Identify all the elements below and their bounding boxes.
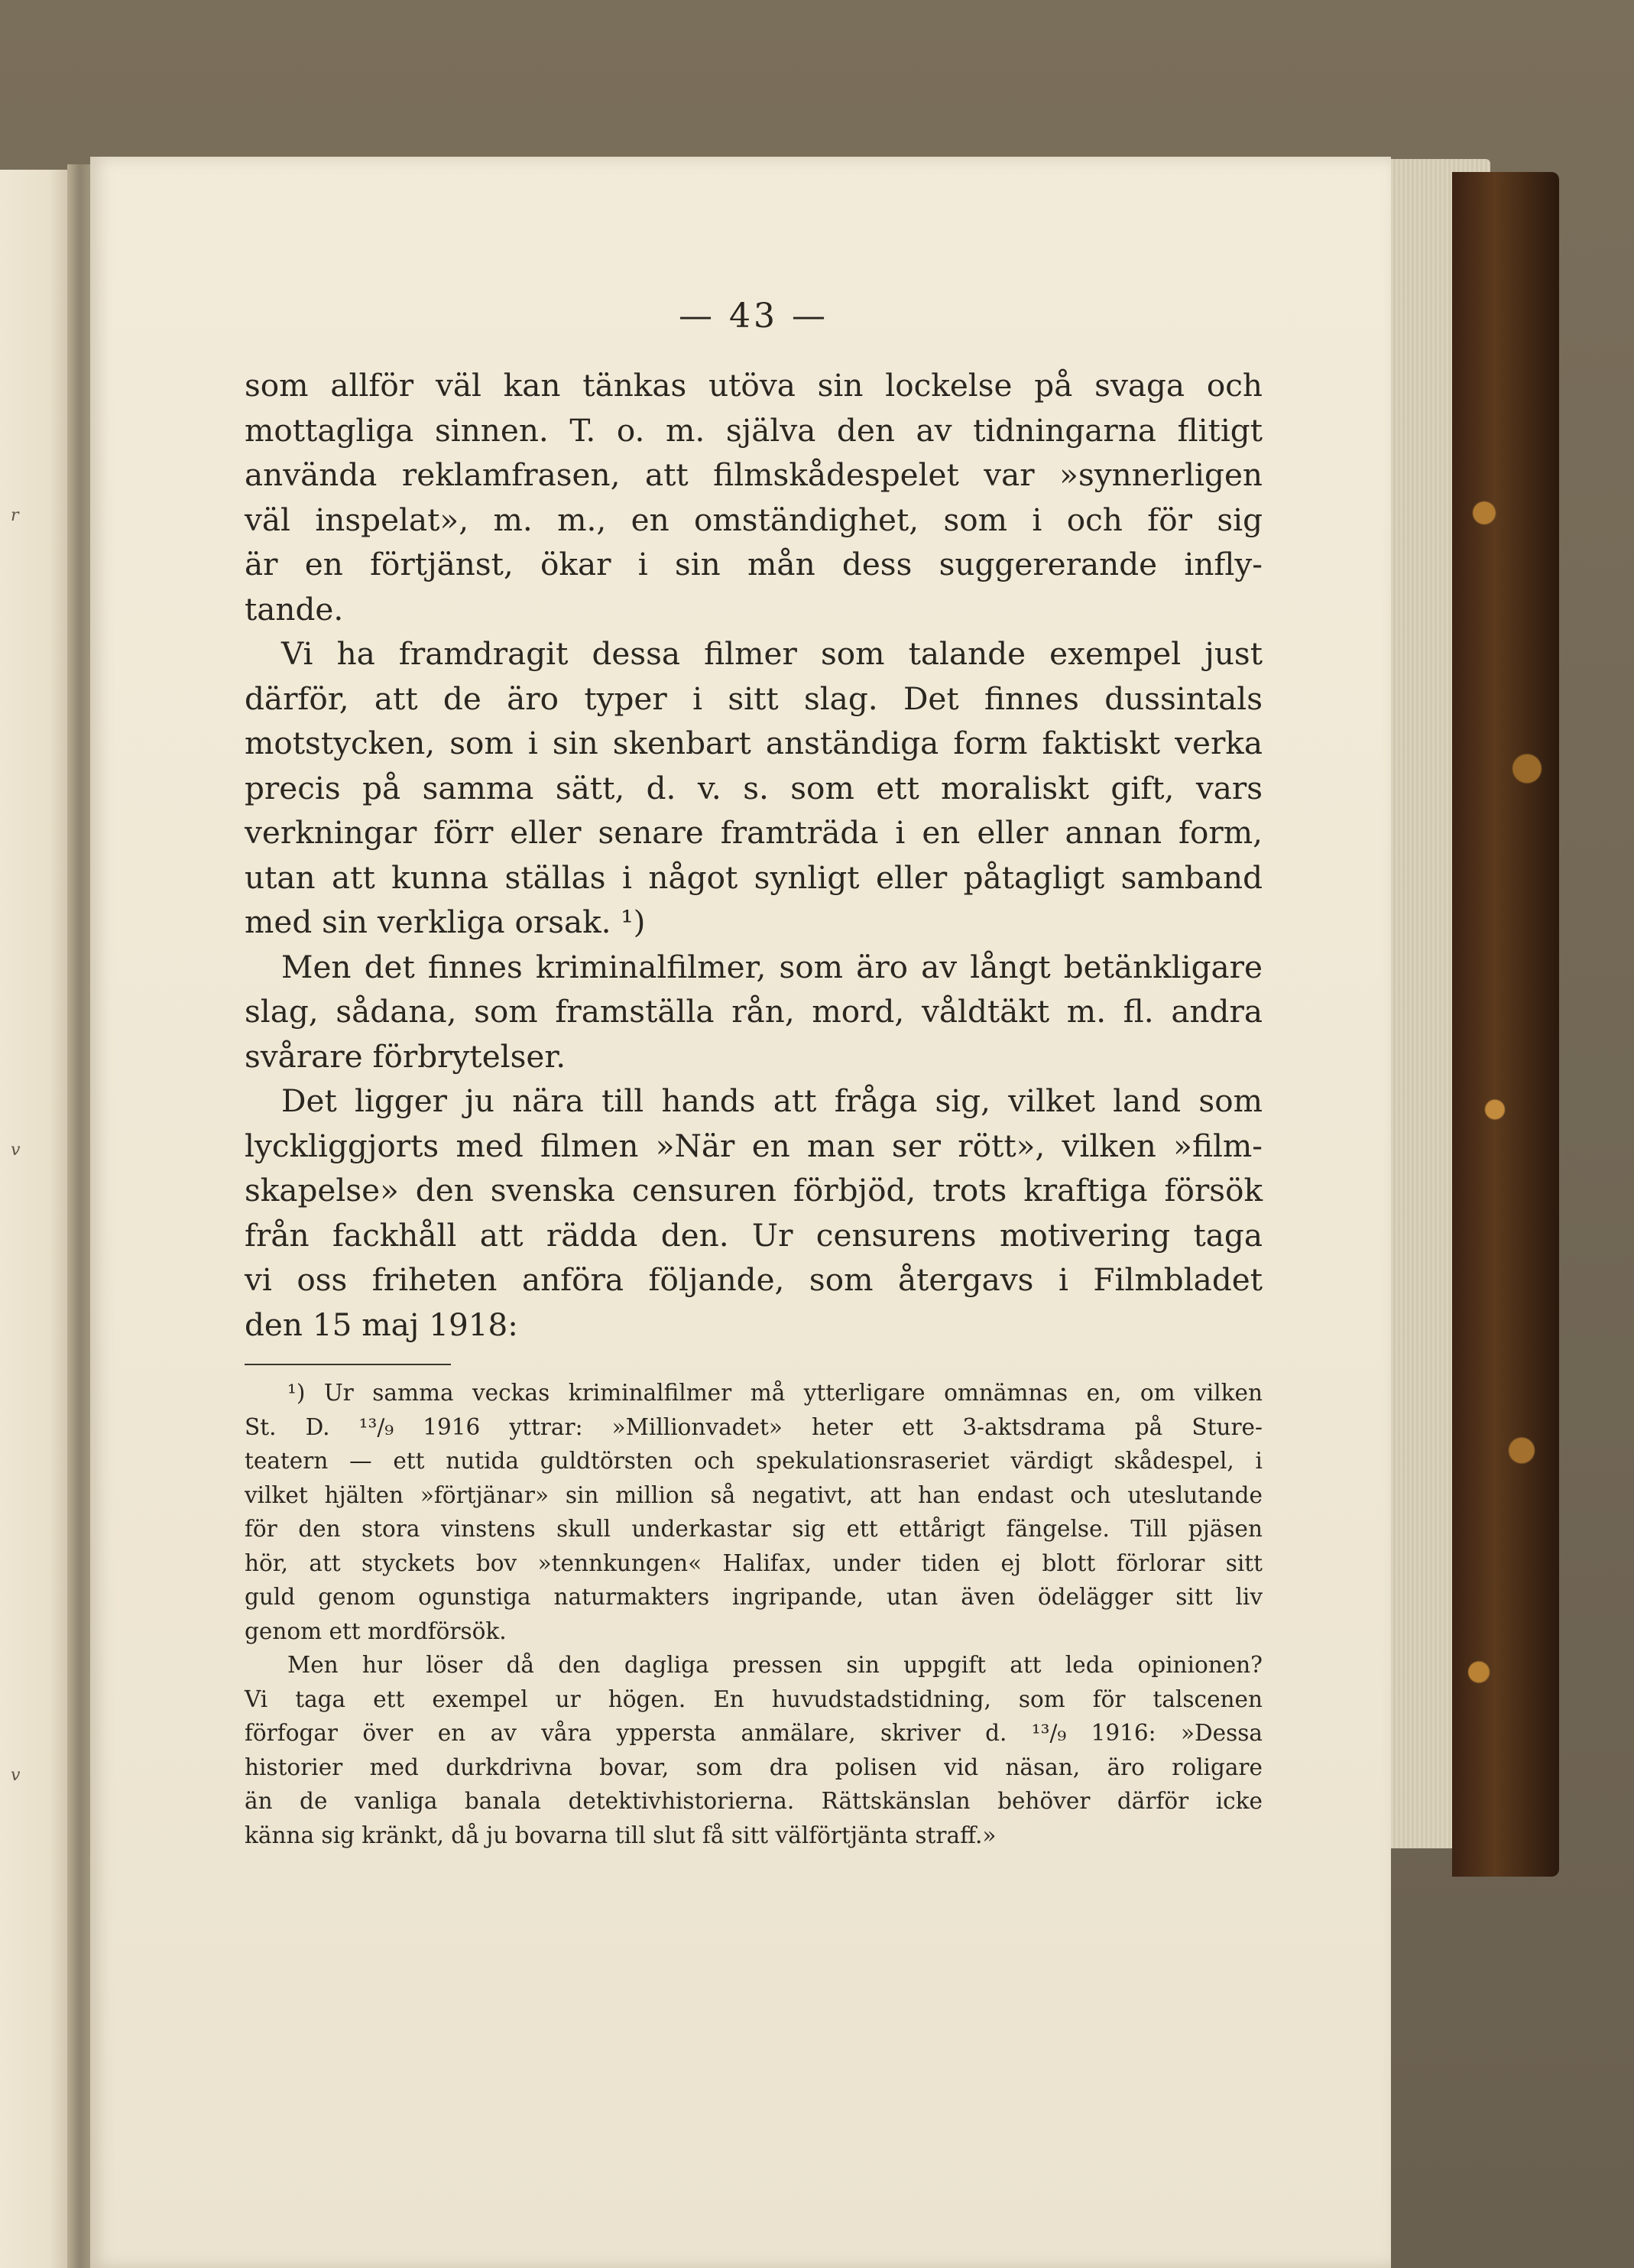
text-line: Det ligger ju nära till hands att fråga sig, vilket land som — [281, 1082, 1263, 1119]
facing-page-edge — [0, 170, 70, 2268]
text-line: skapelse» den svenska censuren förbjöd, trots kraftiga försök — [245, 1172, 1263, 1209]
footnote-line: teatern — ett nutida guldtörsten och spekulationsraseriet värdigt skådespel, i — [245, 1448, 1263, 1474]
margin-mark: v — [11, 1766, 21, 1785]
footnote-line: förfogar över en av våra yppersta anmälare, skriver d. ¹³/₉ 1916: »Dessa — [245, 1720, 1263, 1746]
footnote-line: Vi taga ett exempel ur högen. En huvudstadstidning, som för talscenen — [245, 1686, 1263, 1712]
text-line: med sin verkliga orsak. ¹) — [245, 904, 646, 940]
footnote-line: genom ett mordförsök. — [245, 1617, 507, 1644]
text-line: som allför väl kan tänkas utöva sin lockelse på svaga och — [245, 367, 1263, 404]
text-line: mottagliga sinnen. T. o. m. själva den av tidningarna flitigt — [245, 411, 1263, 449]
margin-mark: r — [11, 506, 19, 525]
text-line: vi oss friheten anföra följande, som återgavs i Filmbladet — [245, 1261, 1263, 1298]
footnote-line: hör, att styckets bov »tennkungen« Halifax, under tiden ej blott förlorar sitt — [245, 1549, 1263, 1576]
page-number: — 43 — — [679, 297, 828, 336]
text-line: lyckliggjorts med filmen »När en man ser rött», vilken »film- — [245, 1127, 1263, 1164]
text-line: precis på samma sätt, d. v. s. som ett moraliskt gift, vars — [245, 769, 1263, 806]
footnote-line: vilket hjälten »förtjänar» sin million så negativt, att han endast och uteslutande — [245, 1481, 1263, 1508]
text-line: verkningar förr eller senare framträda i en eller annan form, — [245, 814, 1263, 851]
footnote-line: Men hur löser då den dagliga pressen sin uppgift att leda opinionen? — [287, 1652, 1263, 1678]
text-line: väl inspelat», m. m., en omständighet, som i och för sig — [245, 501, 1263, 538]
text-line: svårare förbrytelser. — [245, 1037, 566, 1075]
footnote-rule — [245, 1364, 451, 1365]
footnote-line: känna sig kränkt, då ju bovarna till slut få sitt välförtjänta straff.» — [245, 1822, 997, 1848]
text-line: Men det finnes kriminalfilmer, som äro av långt betänkligare — [281, 948, 1263, 985]
text-line: är en förtjänst, ökar i sin mån dess suggererande infly- — [245, 546, 1263, 582]
marbled-book-cover — [1452, 172, 1559, 1877]
text-line: slag, sådana, som framställa rån, mord, våldtäkt m. fl. andra — [245, 993, 1263, 1030]
footnotes — [245, 1376, 1263, 1852]
text-line: den 15 maj 1918: — [245, 1306, 518, 1343]
body-text — [245, 363, 1263, 1347]
footnote-line: guld genom ogunstiga naturmakters ingripande, utan även ödelägger sitt liv — [245, 1584, 1263, 1610]
footnote-line: än de vanliga banala detektivhistorierna. Rättskänslan behöver därför icke — [245, 1788, 1263, 1814]
footnote-line: för den stora vinstens skull underkastar sig ett ettårigt fängelse. Till pjäsen — [245, 1516, 1263, 1542]
text-line: använda reklamfrasen, att filmskådespelet var »synnerligen — [245, 456, 1263, 493]
footnote-line: ¹) Ur samma veckas kriminalfilmer må ytterligare omnämnas en, om vilken — [287, 1380, 1263, 1406]
text-line: utan att kunna ställas i något synligt eller påtagligt samband — [245, 858, 1263, 896]
book-page — [90, 157, 1391, 2268]
text-line: därför, att de äro typer i sitt slag. Det finnes dussintals — [245, 680, 1263, 717]
footnote-line: historier med durkdrivna bovar, som dra polisen vid näsan, äro roligare — [245, 1754, 1263, 1780]
text-line: från fackhåll att rädda den. Ur censurens motivering taga — [245, 1216, 1263, 1254]
footnote-line: St. D. ¹³/₉ 1916 yttrar: »Millionvadet» heter ett 3-aktsdrama på Sture- — [245, 1413, 1263, 1440]
text-line: motstycken, som i sin skenbart anständiga form faktiskt verka — [245, 725, 1263, 761]
text-line: Vi ha framdragit dessa filmer som talande exempel just — [281, 635, 1263, 672]
margin-mark: v — [11, 1140, 21, 1160]
text-line: tande. — [245, 590, 344, 628]
